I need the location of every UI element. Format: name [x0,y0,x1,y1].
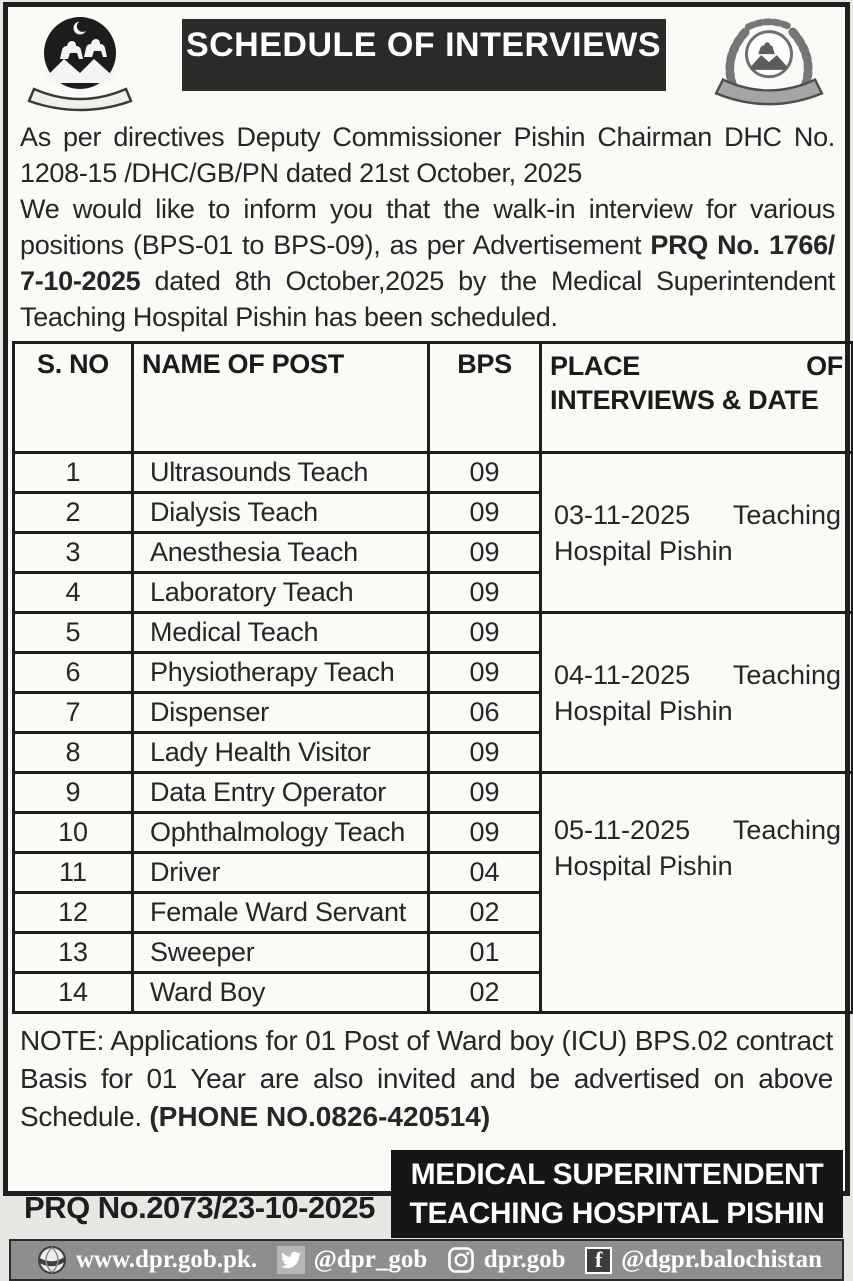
cell-bps: 09 [429,773,541,813]
cell-post: Lady Health Visitor [133,733,429,773]
page-title: SCHEDULE OF INTERVIEWS [185,26,662,64]
intro-paragraph-1 [20,119,835,191]
footer-bar [9,1239,844,1281]
footer-instagram [447,1246,566,1274]
cell-bps: 09 [429,613,541,653]
note-text: NOTE: Applications for 01 Post of Ward boy (ICU) BPS.02 contract Basis for 01 Year are also invited and be advertised on above Schedule. [20,1025,833,1132]
title-banner [182,19,666,91]
cell-bps: 09 [429,733,541,773]
cell-bps: 04 [429,853,541,893]
intro-text-2b: dated 8th October,2025 by the Medical Superintendent Teaching Hospital Pishin has been scheduled. [20,266,835,332]
cell-place-date [541,613,853,773]
bottom-section [8,1142,845,1238]
cell-sno: 9 [14,773,133,813]
place-word: Teaching [732,499,841,530]
note-section [8,1014,845,1142]
cell-post: Laboratory Teach [133,573,429,613]
cell-post: Dispenser [133,693,429,733]
balochistan-emblem-icon [22,15,142,111]
cell-sno: 8 [14,733,133,773]
signature-line-1: MEDICAL SUPERINTENDENT [410,1158,824,1191]
interview-date-line [554,812,841,848]
cell-sno: 4 [14,573,133,613]
facebook-handle: @dgpr.balochistan [621,1246,822,1273]
cell-sno: 1 [14,453,133,493]
cell-post: Sweeper [133,933,429,973]
place-rest: Hospital Pishin [554,851,733,881]
cell-sno: 2 [14,493,133,533]
cell-post: Female Ward Servant [133,893,429,933]
table-row [14,613,853,653]
cell-bps: 01 [429,933,541,973]
cell-post: Physiotherapy Teach [133,653,429,693]
cell-sno: 10 [14,813,133,853]
cell-sno: 13 [14,933,133,973]
cell-bps: 06 [429,693,541,733]
place-rest: Hospital Pishin [554,535,733,566]
cell-sno: 3 [14,533,133,573]
prq-number: PRQ No.2073/23-10-2025 [24,1190,375,1225]
phone-number: (PHONE NO.0826-420514) [149,1101,491,1132]
cell-sno: 11 [14,853,133,893]
instagram-icon [447,1246,475,1274]
place-word: Teaching [732,659,841,690]
cell-place-date [541,773,853,1013]
cell-post: Ward Boy [133,973,429,1013]
cell-sno: 5 [14,613,133,653]
interview-schedule-table [12,341,853,1014]
twitter-handle: @dpr_gob [313,1246,428,1273]
cell-bps: 09 [429,533,541,573]
header [8,7,845,111]
cell-post: Ultrasounds Teach [133,453,429,493]
cell-bps: 09 [429,493,541,533]
schedule-table-body [14,453,853,1013]
globe-icon [37,1245,67,1275]
cell-bps: 09 [429,653,541,693]
cell-bps: 09 [429,813,541,853]
cell-bps: 02 [429,973,541,1013]
place-word: Teaching [732,815,841,845]
instagram-handle: dpr.gob [483,1246,566,1273]
advertisement-page [3,2,850,1273]
cell-post: Medical Teach [133,613,429,653]
website-text: www.dpr.gob.pk. [76,1246,258,1273]
column-header-place: PLACE OF INTERVIEWS & DATE [541,343,853,453]
signature-line-2: TEACHING HOSPITAL PISHIN [409,1197,825,1230]
cell-bps: 02 [429,893,541,933]
interview-date-line [554,497,841,533]
cell-post: Anesthesia Teach [133,533,429,573]
interview-date: 03-11-2025 [554,499,691,530]
cell-post: Dialysis Teach [133,493,429,533]
facebook-icon: f [585,1247,612,1274]
cell-sno: 12 [14,893,133,933]
table-header-row [14,343,853,453]
footer-facebook [585,1246,822,1274]
interview-date-line [554,657,841,693]
cell-sno: 7 [14,693,133,733]
cell-post: Driver [133,853,429,893]
cell-bps: 09 [429,573,541,613]
dgpr-wreath-emblem-icon [705,15,833,111]
table-row [14,773,853,813]
cell-bps: 09 [429,453,541,493]
cell-sno: 6 [14,653,133,693]
column-header-sno: S. NO [14,343,133,453]
table-row [14,453,853,493]
cell-place-date [541,453,853,613]
footer-website [37,1245,257,1275]
column-header-post: NAME OF POST [133,343,429,453]
footer-twitter [277,1246,428,1274]
cell-post: Ophthalmology Teach [133,813,429,853]
interview-date: 05-11-2025 [554,815,691,845]
cell-post: Data Entry Operator [133,773,429,813]
intro-text-1: As per directives Deputy Commissioner Pishin Chairman DHC No. 1208-15 /DHC/GB/PN dated 21st October, 2025 [20,122,835,188]
column-header-bps: BPS [429,343,541,453]
intro-paragraph-2 [20,191,835,335]
intro-text-2a: We would like to inform you that the walk-in interview for various positions (BPS-01 to BPS-09), as per Advertisement [20,194,835,260]
place-rest: Hospital Pishin [554,695,733,726]
cell-sno: 14 [14,973,133,1013]
interview-date: 04-11-2025 [554,659,691,690]
intro-section [8,111,845,337]
intro-prq-ref: PRQ No. 1766/ 7-10-2025 [20,230,836,296]
twitter-icon [277,1246,305,1274]
signature-box [391,1150,843,1238]
